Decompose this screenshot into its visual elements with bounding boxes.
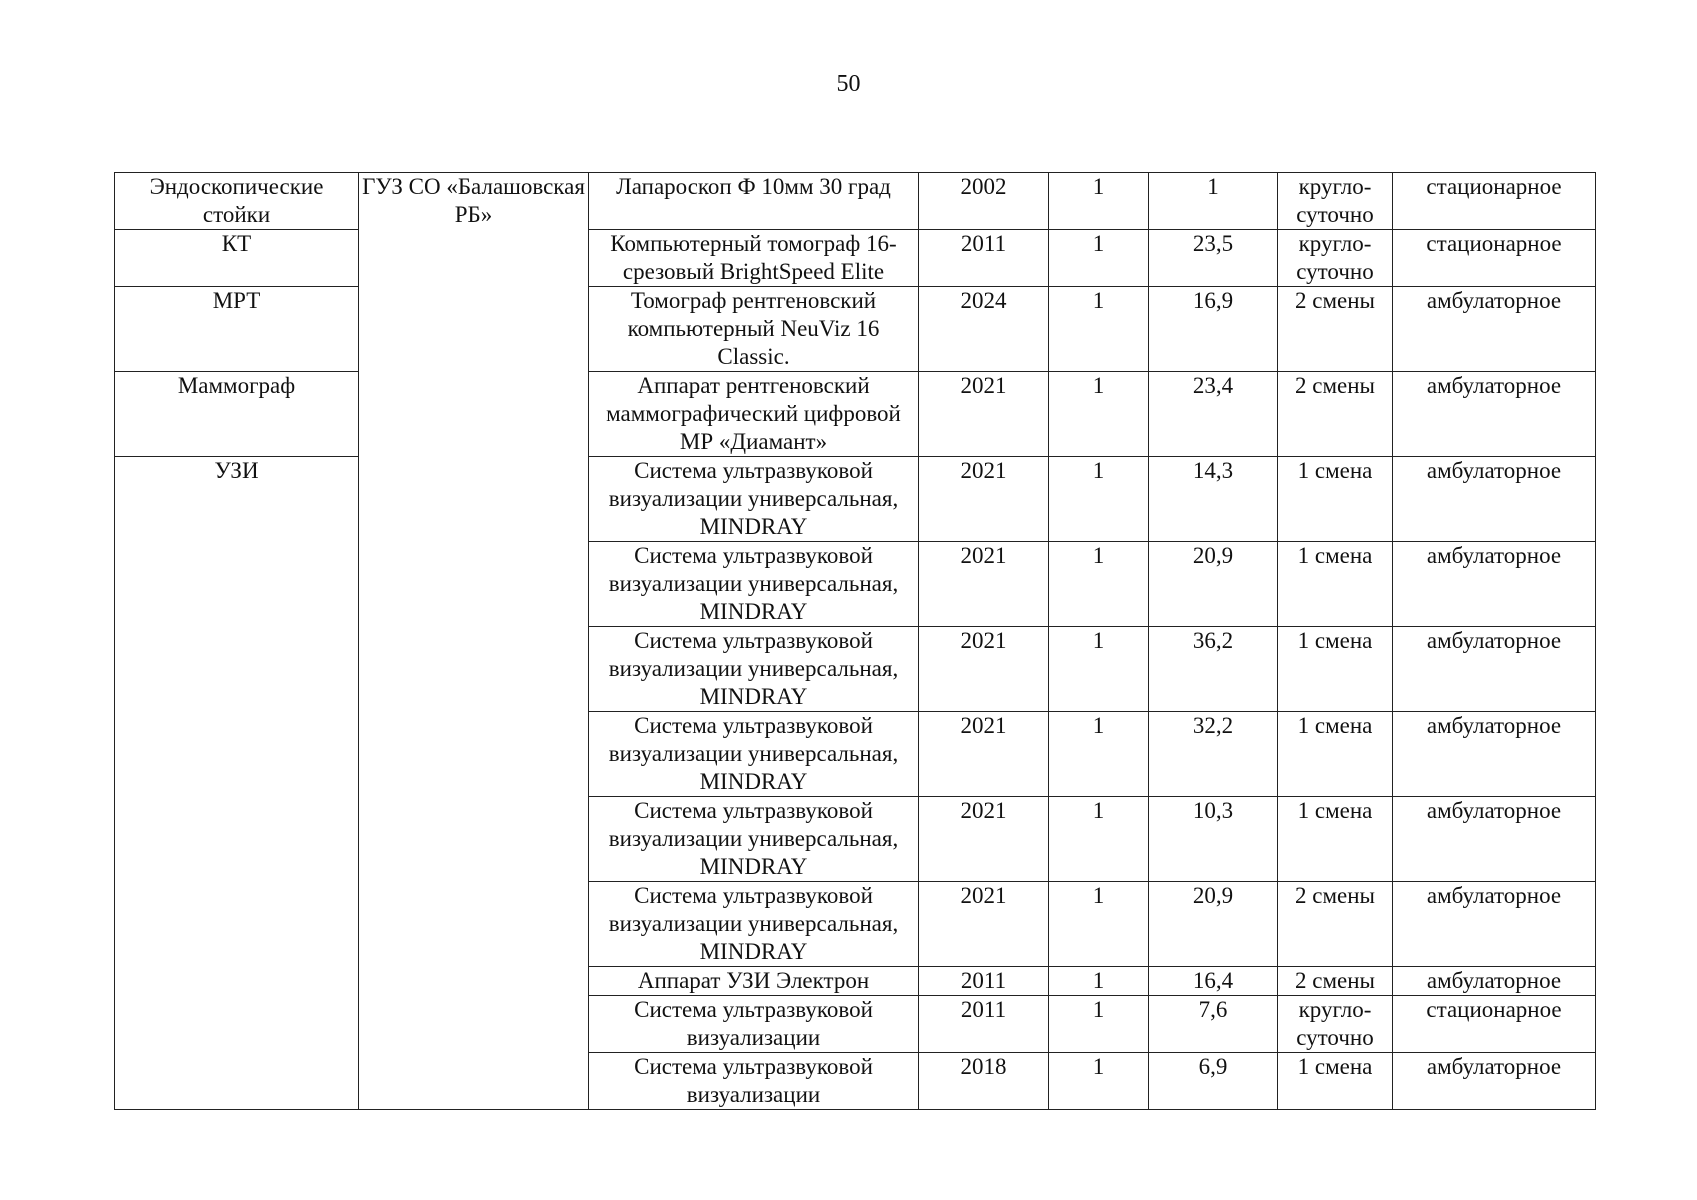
shift-cell: 2 смены <box>1278 372 1393 457</box>
equipment-name-cell: Система ультразвуковой визуализации <box>589 996 919 1053</box>
year-cell: 2021 <box>919 542 1049 627</box>
table-row <box>115 173 1596 230</box>
equipment-name-cell: Аппарат рентгеновский маммографический цифровой МР «Диамант» <box>589 372 919 457</box>
load-cell: 6,9 <box>1149 1053 1278 1110</box>
year-cell: 2021 <box>919 457 1049 542</box>
mode-cell: амбулаторное <box>1393 542 1596 627</box>
year-cell: 2011 <box>919 230 1049 287</box>
equipment-type-cell: Маммограф <box>115 372 359 457</box>
equipment-name-cell: Система ультразвуковой визуализации универсальная, MINDRAY <box>589 797 919 882</box>
shift-cell: 1 смена <box>1278 797 1393 882</box>
quantity-cell: 1 <box>1049 457 1149 542</box>
equipment-name-cell: Компьютерный томограф 16-срезовый BrightSpeed Elite <box>589 230 919 287</box>
equipment-name-cell: Аппарат УЗИ Электрон <box>589 967 919 996</box>
load-cell: 36,2 <box>1149 627 1278 712</box>
quantity-cell: 1 <box>1049 996 1149 1053</box>
equipment-type-cell: Эндоскопические стойки <box>115 173 359 230</box>
quantity-cell: 1 <box>1049 287 1149 372</box>
load-cell: 7,6 <box>1149 996 1278 1053</box>
mode-cell: амбулаторное <box>1393 1053 1596 1110</box>
shift-cell: 1 смена <box>1278 457 1393 542</box>
quantity-cell: 1 <box>1049 542 1149 627</box>
load-cell: 20,9 <box>1149 882 1278 967</box>
shift-cell: кругло-суточно <box>1278 173 1393 230</box>
year-cell: 2002 <box>919 173 1049 230</box>
table-row <box>115 457 1596 542</box>
load-cell: 23,5 <box>1149 230 1278 287</box>
year-cell: 2018 <box>919 1053 1049 1110</box>
shift-cell: 1 смена <box>1278 542 1393 627</box>
year-cell: 2011 <box>919 996 1049 1053</box>
shift-cell: 2 смены <box>1278 882 1393 967</box>
mode-cell: стационарное <box>1393 173 1596 230</box>
year-cell: 2011 <box>919 967 1049 996</box>
load-cell: 1 <box>1149 173 1278 230</box>
equipment-table <box>114 172 1596 1110</box>
shift-cell: 1 смена <box>1278 712 1393 797</box>
shift-cell: 1 смена <box>1278 1053 1393 1110</box>
load-cell: 10,3 <box>1149 797 1278 882</box>
quantity-cell: 1 <box>1049 627 1149 712</box>
equipment-name-cell: Система ультразвуковой визуализации универсальная, MINDRAY <box>589 542 919 627</box>
load-cell: 14,3 <box>1149 457 1278 542</box>
mode-cell: амбулаторное <box>1393 882 1596 967</box>
load-cell: 16,4 <box>1149 967 1278 996</box>
shift-cell: 2 смены <box>1278 287 1393 372</box>
shift-cell: 1 смена <box>1278 627 1393 712</box>
mode-cell: амбулаторное <box>1393 967 1596 996</box>
load-cell: 16,9 <box>1149 287 1278 372</box>
quantity-cell: 1 <box>1049 882 1149 967</box>
mode-cell: амбулаторное <box>1393 627 1596 712</box>
page-number: 50 <box>836 71 861 97</box>
year-cell: 2021 <box>919 712 1049 797</box>
equipment-type-cell: КТ <box>115 230 359 287</box>
equipment-name-cell: Система ультразвуковой визуализации универсальная, MINDRAY <box>589 882 919 967</box>
quantity-cell: 1 <box>1049 967 1149 996</box>
equipment-name-cell: Лапароскоп Ф 10мм 30 град <box>589 173 919 230</box>
mode-cell: амбулаторное <box>1393 287 1596 372</box>
year-cell: 2024 <box>919 287 1049 372</box>
mode-cell: амбулаторное <box>1393 712 1596 797</box>
quantity-cell: 1 <box>1049 712 1149 797</box>
load-cell: 23,4 <box>1149 372 1278 457</box>
equipment-name-cell: Система ультразвуковой визуализации <box>589 1053 919 1110</box>
equipment-name-cell: Система ультразвуковой визуализации универсальная, MINDRAY <box>589 712 919 797</box>
quantity-cell: 1 <box>1049 797 1149 882</box>
shift-cell: 2 смены <box>1278 967 1393 996</box>
shift-cell: кругло-суточно <box>1278 996 1393 1053</box>
year-cell: 2021 <box>919 797 1049 882</box>
table-row <box>115 372 1596 457</box>
quantity-cell: 1 <box>1049 173 1149 230</box>
quantity-cell: 1 <box>1049 230 1149 287</box>
equipment-name-cell: Система ультразвуковой визуализации универсальная, MINDRAY <box>589 457 919 542</box>
mode-cell: амбулаторное <box>1393 457 1596 542</box>
mode-cell: амбулаторное <box>1393 797 1596 882</box>
equipment-type-cell: УЗИ <box>115 457 359 1110</box>
year-cell: 2021 <box>919 882 1049 967</box>
load-cell: 32,2 <box>1149 712 1278 797</box>
year-cell: 2021 <box>919 372 1049 457</box>
table-row <box>115 287 1596 372</box>
load-cell: 20,9 <box>1149 542 1278 627</box>
year-cell: 2021 <box>919 627 1049 712</box>
shift-cell: кругло-суточно <box>1278 230 1393 287</box>
equipment-name-cell: Томограф рентгеновский компьютерный NeuViz 16 Classic. <box>589 287 919 372</box>
institution-cell: ГУЗ СО «Балашовская РБ» <box>359 173 589 1110</box>
equipment-type-cell: МРТ <box>115 287 359 372</box>
equipment-name-cell: Система ультразвуковой визуализации универсальная, MINDRAY <box>589 627 919 712</box>
quantity-cell: 1 <box>1049 372 1149 457</box>
mode-cell: стационарное <box>1393 230 1596 287</box>
mode-cell: стационарное <box>1393 996 1596 1053</box>
table-row <box>115 230 1596 287</box>
quantity-cell: 1 <box>1049 1053 1149 1110</box>
mode-cell: амбулаторное <box>1393 372 1596 457</box>
